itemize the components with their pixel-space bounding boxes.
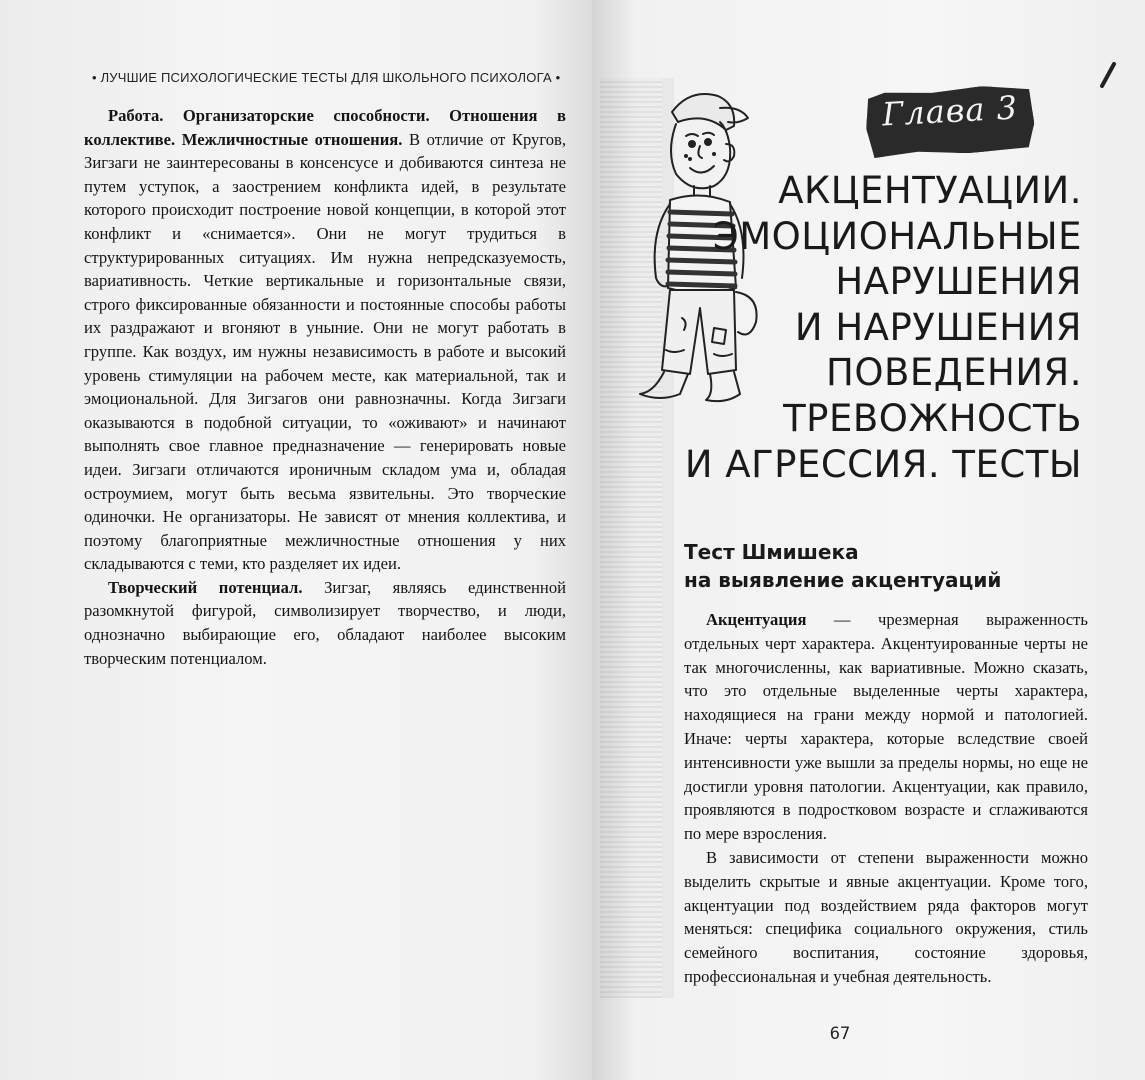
chapter-title-line: ТРЕВОЖНОСТЬ: [783, 396, 1082, 440]
paragraph-text: В зависимости от степени выраженности можно выделить скрытые и явные акцентуации. Кроме того, акцентуации под воздействием ряда факторов могут меняться: специфика социального окружения, стиль семейного воспитания, состояние здоровья, профессиональная и учебная деятельность.: [684, 847, 1088, 986]
section-title-line: Тест Шмишека: [684, 540, 859, 564]
page-number: 67: [829, 1024, 851, 1044]
chapter-title-line: И АГРЕССИЯ. ТЕСТЫ: [684, 442, 1082, 486]
paragraph: [684, 846, 1088, 989]
paragraph-heading: Творческий потенциал.: [108, 577, 303, 597]
section-title: [684, 538, 1084, 594]
paragraph-heading: Работа. Организаторские способности. Отношения в коллективе. Межличностные отношения.: [84, 106, 566, 149]
chapter-label: Глава 3: [881, 88, 1019, 134]
right-body-text: [684, 608, 1088, 989]
paragraph: [84, 104, 566, 576]
chapter-title-line: ЭМОЦИОНАЛЬНЫЕ: [712, 214, 1082, 258]
corner-mark-icon: [1098, 62, 1118, 88]
paragraph-text: — чрезмерная выраженность отдельных черт характера. Акцентуированные черты не так многочисленны, как вариативные. Можно сказать, что это отдельные выделенные черты характера, находящиеся на грани между нормой и патологией. Иначе: черты характера, которые вследствие своей интенсивности уже вышли за пределы нормы, но еще не достигли уровня патологии. Акцентуации, как правило, проявляются в подростковом возрасте и сглаживаются по мере взросления.: [684, 610, 1088, 844]
section-title-line: на выявление акцентуаций: [684, 568, 1002, 592]
chapter-title-line: АКЦЕНТУАЦИИ.: [778, 169, 1082, 212]
paragraph-text: Зигзаг, являясь единственной разомкнутой фигурой, символизирует творчество, и люди, однозначно выбирающие его, обладают наиболее высоким творческим потенциалом.: [84, 577, 566, 668]
paragraph-text: В отличие от Кругов, Зигзаги не заинтересованы в консенсусе и добиваются синтеза не путем уступок, а заострением конфликта идей, в результате которого происходит построение новой концепции, в которой этот конфликт и «снимается». Они не могут трудиться в структурированных ситуациях. Им нужна непредсказуемость, вариативность. Четкие вертикальные и горизонтальные связи, строго фиксированные обязанности и постоянные способы работы их раздражают и вгоняют в уныние. Они не могут работать в группе. Как воздух, им нужны независимость в работе и высокий уровень стимуляции на рабочем месте, как материальной, так и эмоциональной. Для Зигзагов они равнозначны. Когда Зигзаги оказываются в подобной ситуации, то «оживают» и начинают выполнять свое главное предназначение — генерировать новые идеи. Зигзаги отличаются ироничным складом ума и, обладая остроумием, могут быть весьма язвительны. Это творческие одиночки. Не организаторы. Не зависят от мнения коллектива, и поэтому благоприятные межличностные отношения у них складываются с теми, кто разделяет их идеи.: [84, 129, 567, 574]
chapter-title-line: И НАРУШЕНИЯ: [794, 305, 1082, 349]
left-body-text: [84, 104, 566, 670]
paragraph: [84, 576, 566, 670]
paragraph: [684, 608, 1088, 846]
chapter-title-line: ПОВЕДЕНИЯ.: [826, 351, 1082, 395]
running-head: • ЛУЧШИЕ ПСИХОЛОГИЧЕСКИЕ ТЕСТЫ ДЛЯ ШКОЛЬНОГО ПСИХОЛОГА •: [92, 70, 561, 85]
chapter-title-line: НАРУШЕНИЯ: [835, 260, 1082, 304]
paragraph-heading: Акцентуация: [706, 610, 807, 629]
chapter-title: [682, 168, 1082, 487]
